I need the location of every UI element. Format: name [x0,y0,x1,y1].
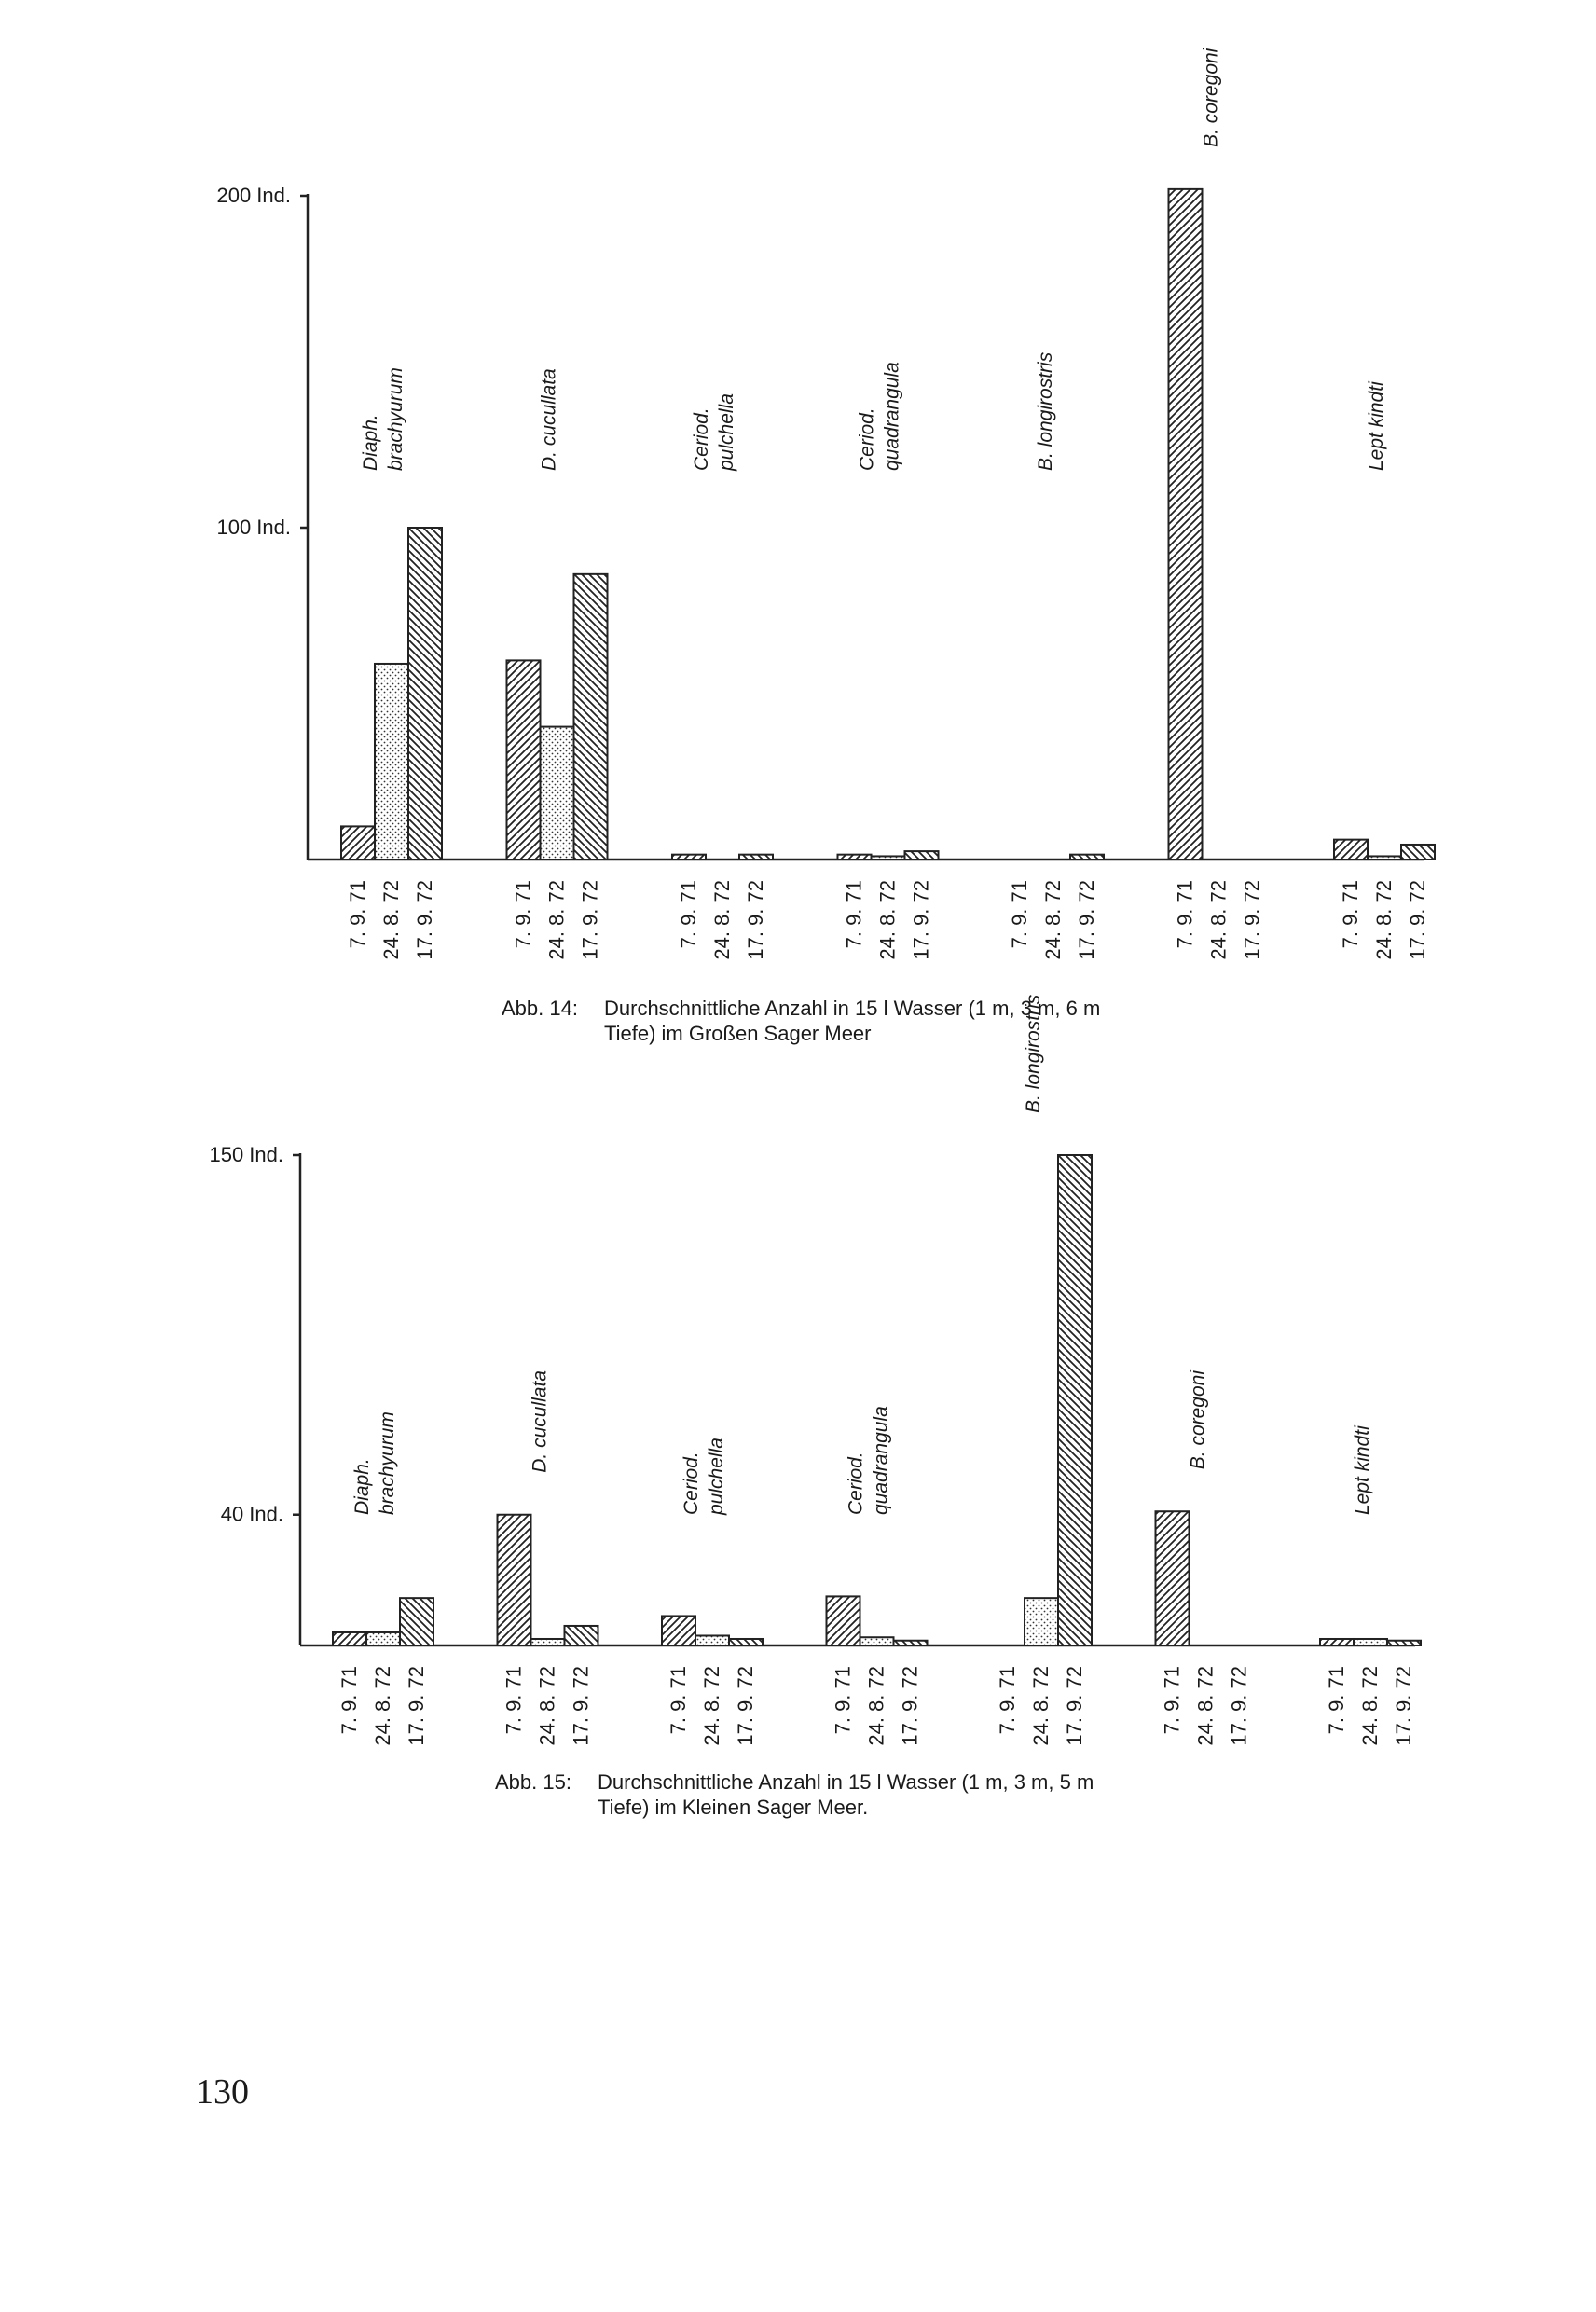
bar-group [827,1406,928,1745]
bar [1320,1639,1354,1645]
bar-group [507,368,608,959]
bar [1368,856,1401,860]
date-tick-label: 7. 9. 71 [346,880,369,949]
bar-group [1008,351,1104,959]
bar [531,1639,565,1645]
y-tick-label: 150 Ind. [209,1143,283,1166]
bar [375,664,408,860]
date-tick-label: 24. 8. 72 [379,880,403,960]
species-label: Diaph. brachyurum [351,1411,399,1515]
date-tick-label: 24. 8. 72 [700,1666,723,1746]
date-tick-label: 7. 9. 71 [337,1666,361,1735]
bar [894,1641,928,1645]
bar [1354,1639,1387,1645]
caption-text-line2: Tiefe) im Großen Sager Meer [604,1022,872,1045]
bar-group [1334,380,1435,960]
bar-group [1156,1369,1251,1746]
caption-label: Abb. 14: [502,997,578,1020]
date-tick-label: 24. 8. 72 [1372,880,1396,960]
date-tick-label: 17. 9. 72 [898,1666,922,1746]
chart-abb-14-plot [0,0,1596,988]
date-tick-label: 7. 9. 71 [1160,1666,1184,1735]
date-tick-label: 17. 9. 72 [1406,880,1429,960]
bar [729,1639,763,1645]
bar [498,1515,531,1645]
date-tick-label: 7. 9. 71 [502,1666,526,1735]
date-tick-label: 17. 9. 72 [1063,1666,1086,1746]
bar-group [662,1438,763,1746]
species-label: Lept kindti [1366,381,1388,471]
bar [341,826,375,860]
bar [541,727,574,860]
bar-group [672,393,773,960]
bar [739,855,773,860]
bar [695,1635,729,1645]
date-tick-label: 7. 9. 71 [667,1666,690,1735]
date-tick-label: 7. 9. 71 [831,1666,855,1735]
bar [672,855,706,860]
bar [333,1632,366,1645]
date-tick-label: 24. 8. 72 [1358,1666,1382,1746]
date-tick-label: 7. 9. 71 [996,1666,1019,1735]
y-tick-label: 100 Ind. [216,516,291,539]
species-label: D. cucullata [529,1370,551,1473]
bar [574,574,608,860]
date-tick-label: 17. 9. 72 [744,880,767,960]
bar-group [341,367,442,960]
chart-abb-14-caption [502,996,1100,1046]
date-tick-label: 24. 8. 72 [1041,880,1065,960]
species-label: B. coregoni [1187,1369,1209,1470]
species-label: Ceriod. pulchella [691,393,738,471]
bar [1156,1511,1190,1645]
date-tick-label: 24. 8. 72 [1206,880,1231,960]
date-tick-label: 7. 9. 71 [677,880,700,949]
date-tick-label: 7. 9. 71 [1339,880,1362,949]
date-tick-label: 24. 8. 72 [864,1666,888,1746]
bar-group [996,994,1092,1745]
chart-abb-14 [0,0,1596,1081]
bar-group [498,1370,598,1746]
date-tick-label: 17. 9. 72 [578,880,602,960]
bar [1025,1598,1058,1645]
date-tick-label: 17. 9. 72 [1227,1666,1251,1746]
bar [1169,189,1203,860]
bar [565,1626,598,1645]
bar [1401,845,1435,860]
bar [827,1596,860,1645]
species-label: Lept kindti [1352,1425,1374,1515]
bar [1058,1155,1092,1645]
date-tick-label: 7. 9. 71 [1008,880,1031,949]
date-tick-label: 24. 8. 72 [1193,1666,1218,1746]
species-label: Ceriod. quadrangula [856,362,903,471]
date-tick-label: 24. 8. 72 [371,1666,394,1746]
y-tick-label: 40 Ind. [220,1502,283,1526]
date-tick-label: 24. 8. 72 [710,880,734,960]
species-label: Ceriod. pulchella [681,1438,728,1515]
date-tick-label: 24. 8. 72 [1029,1666,1053,1746]
caption-text-line1: Durchschnittliche Anzahl in 15 l Wasser (1 m, 3 m, 5 m [598,1770,1094,1794]
date-tick-label: 17. 9. 72 [1240,880,1264,960]
species-label: D. cucullata [538,368,560,471]
bar [838,855,872,860]
date-tick-label: 17. 9. 72 [569,1666,593,1746]
bar-group [1169,47,1264,959]
y-tick-label: 200 Ind. [216,184,291,207]
species-label: B. coregoni [1200,48,1222,147]
bar [507,660,541,860]
bar [400,1598,433,1645]
bar-group [1320,1424,1421,1746]
date-tick-label: 17. 9. 72 [1392,1666,1415,1746]
date-tick-label: 17. 9. 72 [909,880,933,960]
bar [872,856,905,860]
bar [1334,840,1368,860]
date-tick-label: 24. 8. 72 [535,1666,559,1746]
species-label: Diaph. brachyurum [360,367,407,471]
date-tick-label: 17. 9. 72 [734,1666,757,1746]
bar [905,851,939,860]
bar [1070,855,1104,860]
bar [1387,1641,1421,1645]
date-tick-label: 7. 9. 71 [511,880,535,949]
caption-label: Abb. 15: [495,1770,571,1794]
chart-abb-15-caption [495,1769,1094,1820]
bar [408,528,442,860]
page-number: 130 [196,2072,249,2112]
date-tick-label: 17. 9. 72 [413,880,436,960]
bar-group [333,1411,433,1746]
species-label: B. longirostris [1035,351,1057,471]
bar [662,1616,695,1645]
date-tick-label: 7. 9. 71 [1173,880,1197,949]
date-tick-label: 7. 9. 71 [1325,1666,1348,1735]
caption-text-line1: Durchschnittliche Anzahl in 15 l Wasser (1 m, 3 m, 6 m [604,997,1101,1020]
bar [860,1637,894,1645]
date-tick-label: 24. 8. 72 [875,880,900,960]
date-tick-label: 17. 9. 72 [1075,880,1098,960]
date-tick-label: 24. 8. 72 [544,880,569,960]
species-label: B. longirostris [1023,994,1045,1113]
species-label: Ceriod. quadrangula [845,1406,892,1515]
date-tick-label: 7. 9. 71 [842,880,866,949]
bar [366,1632,400,1645]
date-tick-label: 17. 9. 72 [405,1666,428,1746]
bar-group [838,362,939,959]
caption-text-line2: Tiefe) im Kleinen Sager Meer. [598,1796,869,1819]
